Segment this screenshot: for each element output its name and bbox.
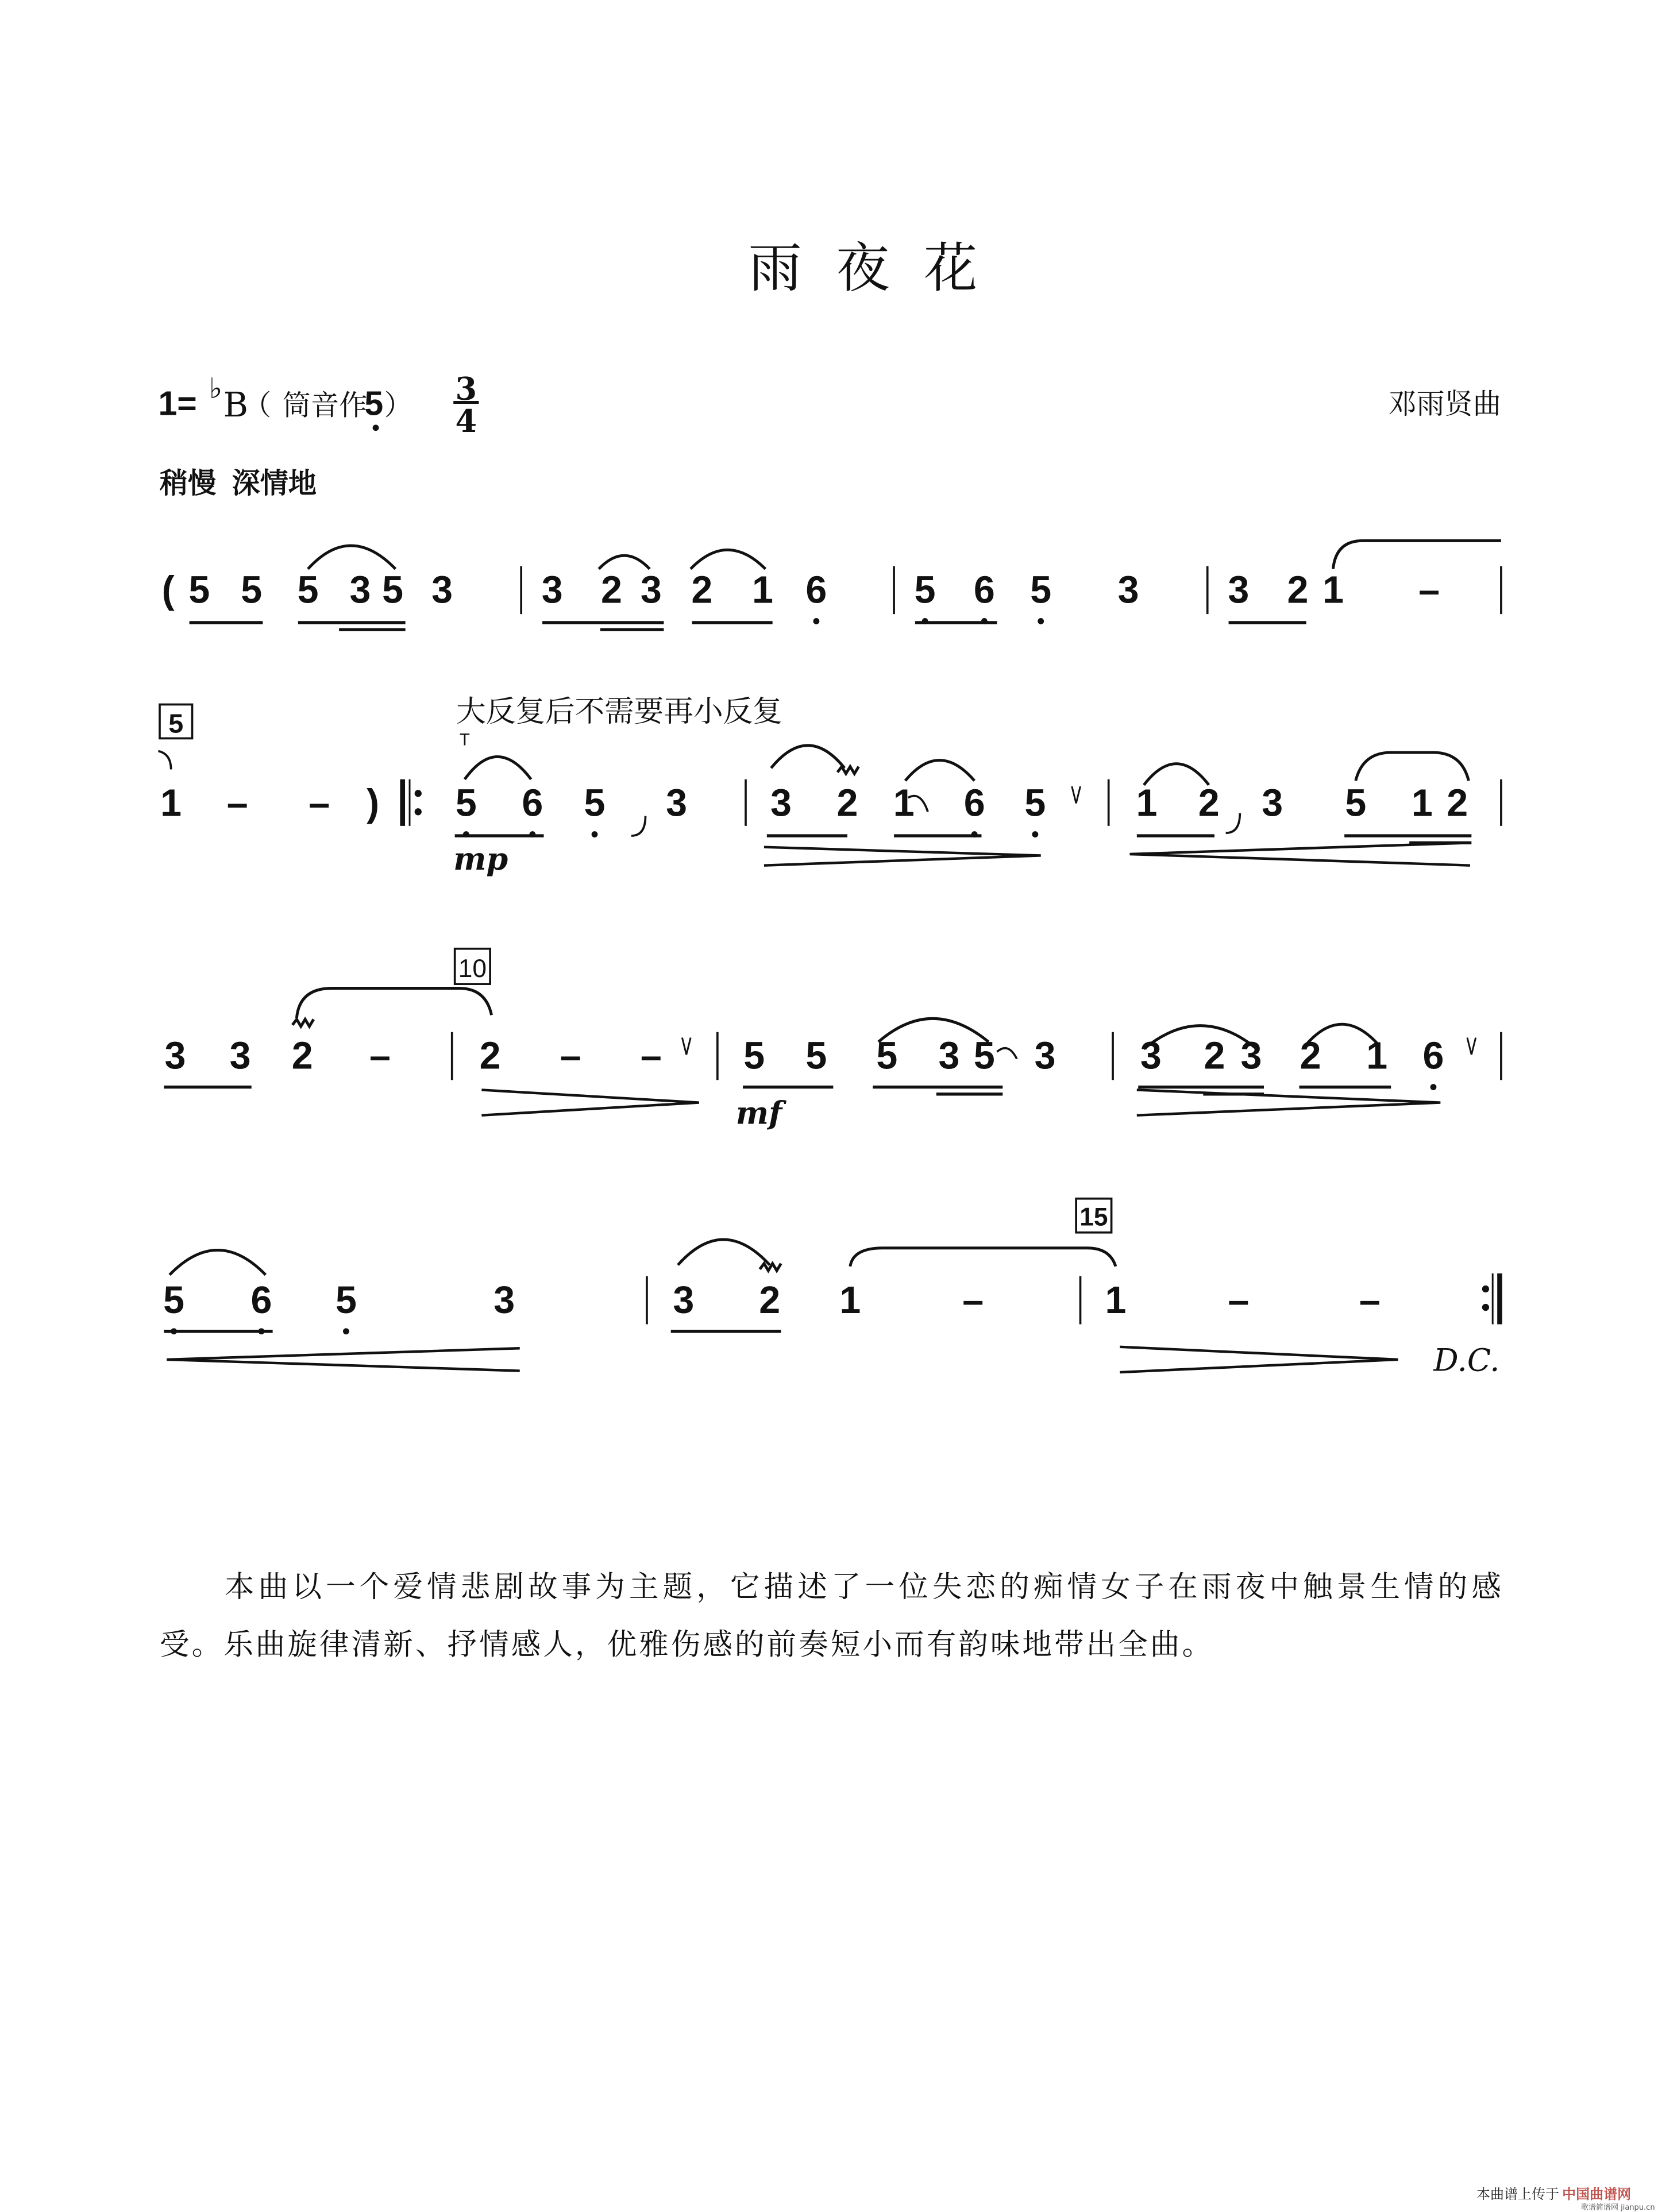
note: 1 xyxy=(1411,782,1433,825)
note: 2 xyxy=(1287,569,1309,612)
note: 1 xyxy=(1136,782,1158,825)
note: 5 xyxy=(805,1034,827,1078)
note: 1 xyxy=(839,1279,861,1322)
dash-extension: – xyxy=(640,1034,662,1078)
note: 1 xyxy=(1105,1279,1127,1322)
row-3-marks xyxy=(164,949,1501,1115)
row-2-marks xyxy=(159,704,1501,865)
decrescendo-hairpin xyxy=(764,847,1041,866)
underlines xyxy=(190,623,1306,630)
note: 6 xyxy=(522,782,543,825)
crescendo-hairpin xyxy=(1130,843,1470,865)
composer: 邓雨贤曲 xyxy=(1388,389,1501,420)
note: 3 xyxy=(1140,1034,1162,1078)
dash-extension: – xyxy=(1359,1279,1381,1322)
mordent-icon xyxy=(838,767,859,774)
notes-layer xyxy=(160,569,1468,1335)
repeat-instruction: 大反复后不需要再小反复 xyxy=(456,694,782,729)
note: 3 xyxy=(541,569,563,612)
time-top: 3 xyxy=(455,370,477,407)
da-capo: D.C. xyxy=(1433,1342,1500,1379)
repeat-dot xyxy=(415,790,421,796)
note: 3 xyxy=(1262,782,1283,825)
note: 2 xyxy=(1447,782,1468,825)
repeat-dot xyxy=(1483,1304,1489,1310)
note: 6 xyxy=(250,1279,272,1322)
note: 6 xyxy=(1422,1034,1444,1078)
low-octave-dot xyxy=(373,424,379,431)
note: 3 xyxy=(938,1034,960,1078)
note: 3 xyxy=(1117,569,1139,612)
note: 1 xyxy=(1322,569,1344,612)
key-signature xyxy=(159,373,412,431)
slurs xyxy=(308,541,1501,569)
note: 5 xyxy=(455,782,477,825)
dash-extension: – xyxy=(226,782,248,825)
watermark-sub: 歌谱简谱网 jianpu.cn xyxy=(1581,2203,1655,2212)
dash-extension: – xyxy=(309,782,330,825)
note: 5 xyxy=(382,569,403,612)
note: 5 xyxy=(335,1279,357,1322)
watermark-upload-text: 本曲谱上传于 xyxy=(1476,2186,1559,2202)
note: 2 xyxy=(836,782,858,825)
note: 3 xyxy=(229,1034,251,1078)
tempo-marking: 稍慢 深情地 xyxy=(159,468,317,499)
note: 6 xyxy=(973,569,995,612)
low-octave-dot xyxy=(1430,1084,1437,1090)
note: 2 xyxy=(1198,782,1220,825)
parenthesis: ( xyxy=(161,569,175,612)
low-octave-dot xyxy=(1038,618,1044,624)
description-line-1: 本曲以一个爱情悲剧故事为主题，它描述了一位失恋的痴情女子在雨夜中触景生情的感 xyxy=(225,1569,1501,1604)
dash-extension: – xyxy=(560,1034,581,1078)
dash-extension: – xyxy=(962,1279,984,1322)
time-signature xyxy=(453,370,479,440)
low-octave-dot xyxy=(592,831,598,837)
note: 3 xyxy=(640,569,662,612)
note: 6 xyxy=(963,782,985,825)
key-note: B xyxy=(223,385,248,425)
mordent-icon xyxy=(760,1264,781,1271)
low-octave-dot xyxy=(343,1328,349,1334)
breath-mark xyxy=(1467,1038,1476,1055)
note: 1 xyxy=(160,782,182,825)
note: 3 xyxy=(1228,569,1250,612)
note: 5 xyxy=(163,1279,185,1322)
note: 5 xyxy=(914,569,936,612)
note: 2 xyxy=(1300,1034,1321,1078)
description-line-2: 受。乐曲旋律清新、抒情感人，优雅伤感的前奏短小而有韵味地带出全曲。 xyxy=(159,1627,1212,1662)
dynamic-mf: mf xyxy=(735,1094,782,1132)
note: 3 xyxy=(673,1279,695,1322)
note: 5 xyxy=(584,782,606,825)
note: 3 xyxy=(1240,1034,1262,1078)
rehearsal-number-15: 15 xyxy=(1079,1203,1108,1232)
note: 6 xyxy=(805,569,827,612)
decrescendo-hairpin xyxy=(1137,1090,1440,1115)
note: 2 xyxy=(479,1034,501,1078)
note: 5 xyxy=(876,1034,898,1078)
note: 2 xyxy=(291,1034,313,1078)
note: 5 xyxy=(1345,782,1367,825)
note: 2 xyxy=(601,569,622,612)
note: 2 xyxy=(1204,1034,1225,1078)
note: 2 xyxy=(691,569,713,612)
parenthesis: ) xyxy=(367,782,380,825)
rehearsal-number-5: 5 xyxy=(168,708,184,739)
note: 5 xyxy=(1030,569,1052,612)
note: 1 xyxy=(893,782,915,825)
hairpins xyxy=(764,843,1470,865)
note: 3 xyxy=(349,569,371,612)
note: 5 xyxy=(973,1034,995,1078)
note: 5 xyxy=(188,569,210,612)
watermark-site-logo: 中国曲谱网 xyxy=(1562,2186,1632,2202)
key-paren-close: ） xyxy=(384,390,412,422)
repeat-dot xyxy=(415,809,421,814)
low-octave-dot xyxy=(1032,831,1038,837)
note: 3 xyxy=(770,782,792,825)
dash-extension: – xyxy=(1418,569,1440,612)
decrescendo-hairpin xyxy=(481,1090,699,1115)
hairpins xyxy=(167,1347,1398,1372)
note: 2 xyxy=(759,1279,781,1322)
underlines xyxy=(455,836,1472,843)
note: 5 xyxy=(241,569,263,612)
note: 5 xyxy=(297,569,319,612)
decrescendo-hairpin xyxy=(1120,1347,1398,1372)
low-octave-dot xyxy=(813,618,819,624)
note: 1 xyxy=(1366,1034,1388,1078)
note: 3 xyxy=(431,569,453,612)
dynamic-mp: mp xyxy=(453,840,508,878)
note: 3 xyxy=(666,782,688,825)
key-prefix: 1= xyxy=(158,385,197,423)
note: 1 xyxy=(752,569,773,612)
note: 5 xyxy=(1024,782,1046,825)
note: 5 xyxy=(743,1034,765,1078)
tie-continuation xyxy=(159,751,171,770)
row-4-marks xyxy=(164,1199,1499,1372)
key-text: 筒音作 xyxy=(282,390,368,422)
dash-extension: – xyxy=(1228,1279,1250,1322)
breath-mark xyxy=(682,1038,691,1055)
note: 3 xyxy=(164,1034,186,1078)
watermark xyxy=(1476,2183,1631,2203)
flat-sign: ♭ xyxy=(209,373,223,405)
tongue-mark: T xyxy=(459,730,470,750)
time-bottom: 4 xyxy=(455,403,477,440)
mordent-icon xyxy=(292,1020,314,1026)
repeat-dot xyxy=(1483,1286,1489,1292)
rehearsal-number-10: 10 xyxy=(458,954,487,983)
key-paren-open: （ xyxy=(242,390,272,422)
note: 3 xyxy=(1034,1034,1056,1078)
breath-mark xyxy=(1072,786,1081,803)
key-degree: 5 xyxy=(364,385,384,423)
dash-extension: – xyxy=(369,1034,391,1078)
slurs xyxy=(169,1240,1116,1275)
page-title: 雨 夜 花 xyxy=(748,237,978,300)
crescendo-hairpin xyxy=(167,1348,519,1371)
note: 3 xyxy=(493,1279,515,1322)
